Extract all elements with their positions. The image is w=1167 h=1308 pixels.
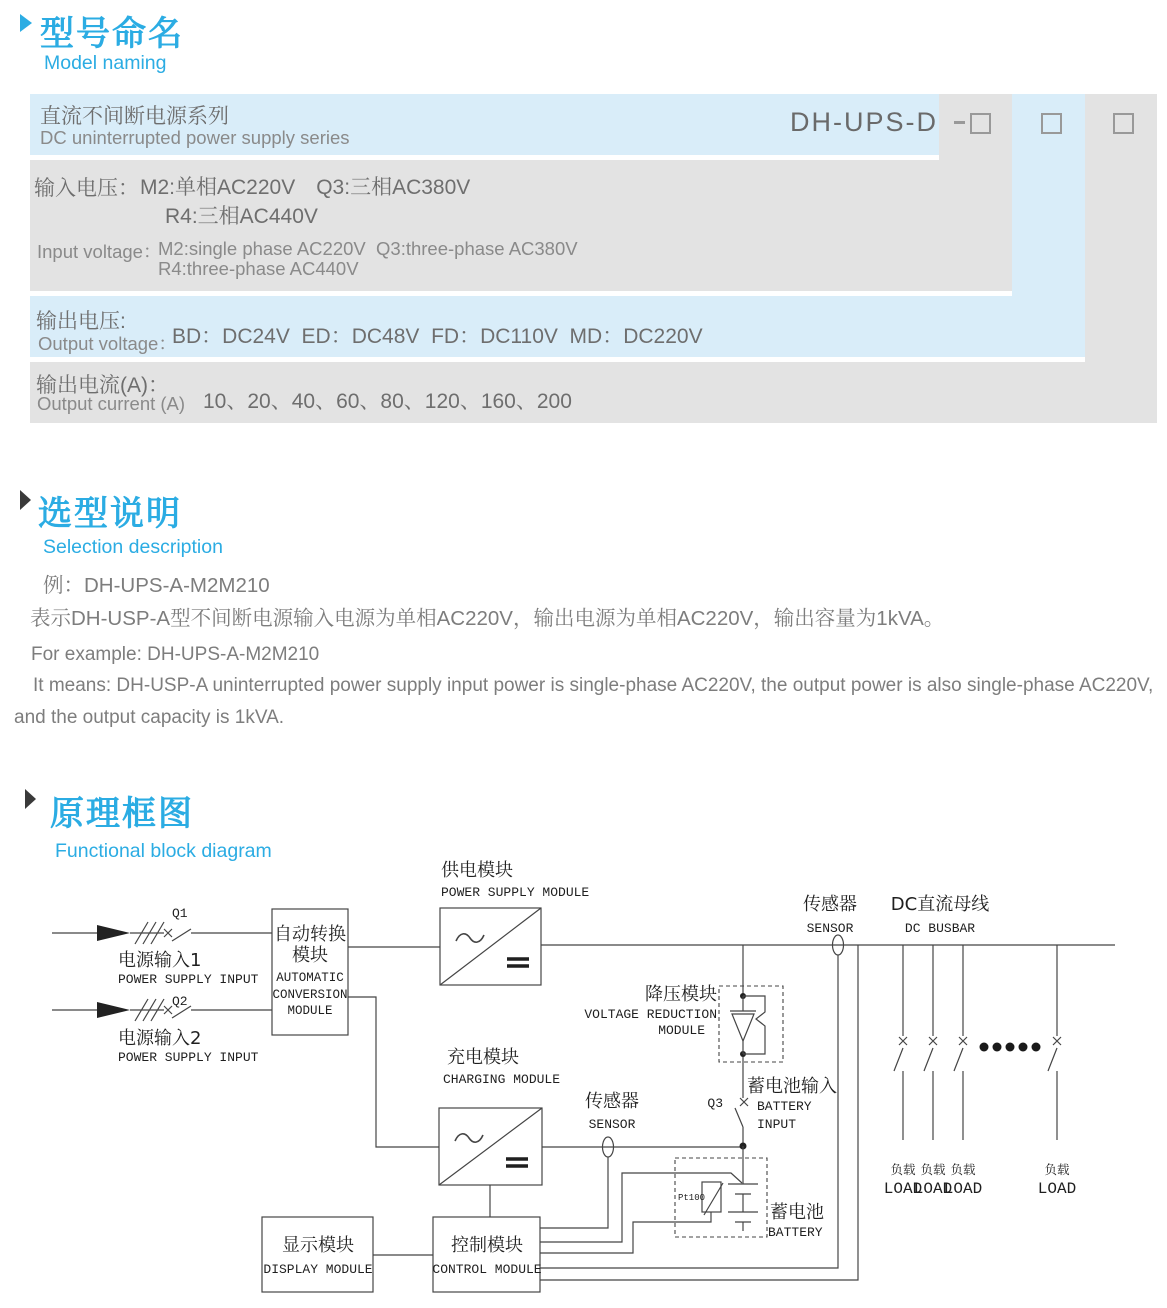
naming-row-output-current (30, 362, 1157, 423)
charging-sensor-label-en: SENSOR (588, 1117, 636, 1132)
output-current-label-en: Output current (A) (37, 393, 186, 414)
model-naming-title-en: Model naming (44, 52, 167, 74)
model-code: DH-UPS-D (790, 107, 938, 137)
input-voltage-options-zh-2: R4:三相AC440V (165, 205, 318, 228)
display-label-en: DISPLAY MODULE (263, 1262, 373, 1277)
battery-input-label-en2: INPUT (757, 1117, 797, 1132)
conversion-label-en3: MODULE (287, 1004, 333, 1018)
section-marker-icon (20, 14, 32, 32)
input2-label-en: POWER SUPPLY INPUT (118, 1050, 259, 1065)
psm-label-en: POWER SUPPLY MODULE (441, 885, 590, 900)
output-voltage-values: BD：DC24V ED：DC48V FD：DC110V MD：DC220V (172, 325, 703, 348)
charging-module (439, 1108, 542, 1185)
load-branch-4 (1038, 945, 1076, 1198)
output-current-label-zh: 输出电流(A)： (36, 374, 169, 397)
placeholder-stripe-3 (1085, 94, 1157, 423)
power-input-1 (52, 922, 272, 944)
bus-sensor-label-en: SENSOR (806, 921, 854, 936)
input1-label-zh: 电源输入1 (118, 950, 202, 971)
load-branch-2 (914, 945, 952, 1198)
pt100-label: Pt100 (678, 1193, 706, 1203)
selection-title-en: Selection description (43, 536, 223, 558)
diagram-title-zh: 原理框图 (50, 795, 194, 833)
breaker-q2-label: Q2 (172, 994, 188, 1009)
load-label-en: LOAD (943, 1180, 983, 1198)
conversion-label-en2: CONVERSION (272, 988, 348, 1002)
input-voltage-options-zh: M2:单相AC220V Q3:三相AC380V (140, 176, 471, 199)
input-voltage-options-en: M2:single phase AC220V Q3:three-phase AC380V (158, 238, 578, 259)
load-label-en: LOAD (913, 1180, 953, 1198)
arrow-icon (97, 1002, 130, 1018)
display-module (262, 1217, 433, 1292)
battery-label-en: BATTERY (768, 1225, 823, 1240)
power-supply-module (440, 908, 541, 985)
display-label-zh: 显示模块 (282, 1235, 354, 1256)
input-voltage-label-en: Input voltage： (37, 241, 162, 262)
battery-breaker-q3 (735, 1098, 748, 1146)
load-label-en: LOAD (1037, 1180, 1077, 1198)
output-current-values: 10、20、40、60、80、120、160、200 (203, 390, 572, 413)
series-name-en: DC uninterrupted power supply series (40, 127, 350, 148)
charging-label-zh: 充电模块 (447, 1047, 519, 1068)
load-label-zh: 负载 (950, 1162, 976, 1177)
breaker-cross-icon (740, 1098, 748, 1106)
input2-label-zh: 电源输入2 (118, 1028, 202, 1049)
battery-input-label-zh: 蓄电池输入 (747, 1076, 837, 1097)
breaker-cross-icon (164, 1006, 172, 1014)
selection-title-zh: 选型说明 (38, 495, 182, 533)
placeholder-dash (954, 121, 965, 124)
charging-sensor-label-zh: 传感器 (585, 1091, 639, 1112)
load-label-en: LOAD (883, 1180, 923, 1198)
load-branch-3 (944, 945, 982, 1198)
input-voltage-options-en-2: R4:three-phase AC440V (158, 258, 359, 279)
load-ellipsis-dots (980, 1043, 1041, 1052)
psm-label-zh: 供电模块 (441, 860, 513, 881)
breaker-q1-label: Q1 (172, 906, 188, 921)
dc-equals-icon (507, 959, 529, 966)
input1-label-en: POWER SUPPLY INPUT (118, 972, 259, 987)
load-branch-1 (884, 945, 922, 1198)
conversion-label-zh1: 自动转换 (274, 924, 346, 945)
vrm-label-en2: MODULE (658, 1023, 705, 1038)
selection-meaning-en: It means: DH-USP-A uninterrupted power supply input power is single-phase AC220V, the output power is also single-phase AC220V, (33, 675, 1154, 696)
ac-wave-icon (455, 1134, 483, 1142)
breaker-cross-icon (164, 929, 172, 937)
ac-wave-icon (456, 934, 484, 942)
section-marker-icon (20, 490, 31, 510)
model-naming-title-zh: 型号命名 (40, 15, 184, 53)
control-label-en: CONTROL MODULE (432, 1262, 542, 1277)
battery-input-label-en1: BATTERY (757, 1099, 812, 1114)
input-voltage-label-zh: 输入电压： (34, 177, 139, 200)
breaker-q3-label: Q3 (707, 1096, 723, 1111)
selection-example-en: For example: DH-UPS-A-M2M210 (31, 644, 320, 665)
busbar-label-en: DC BUSBAR (904, 921, 976, 936)
selection-meaning-en-2: and the output capacity is 1kVA. (14, 707, 285, 728)
vrm-label-en1: VOLTAGE REDUCTION (584, 1007, 717, 1022)
selection-example-zh: 例：DH-UPS-A-M2M210 (43, 574, 270, 597)
power-input-2 (52, 999, 272, 1021)
battery-cells-icon (728, 1184, 758, 1231)
output-voltage-label-zh: 输出电压: (36, 310, 126, 333)
load-label-zh: 负载 (1044, 1162, 1070, 1177)
bus-sensor-label-zh: 传感器 (803, 894, 857, 915)
conversion-label-en1: AUTOMATIC (276, 971, 344, 985)
battery-module (675, 1146, 767, 1237)
functional-block-diagram (0, 760, 1167, 1308)
control-module (432, 1185, 541, 1292)
wire-conv-to-charging (348, 997, 439, 1147)
automatic-conversion-module (272, 909, 348, 1035)
busbar-label-zh: DC直流母线 (890, 894, 990, 915)
output-voltage-label-en: Output voltage： (38, 333, 177, 354)
bypass-element-icon (743, 996, 765, 1054)
control-label-zh: 控制模块 (451, 1235, 523, 1256)
load-label-zh: 负载 (920, 1162, 946, 1177)
selection-meaning-zh: 表示DH-USP-A型不间断电源输入电源为单相AC220V，输出电源为单相AC220V，输出容量为1kVA。 (30, 607, 945, 630)
battery-label-zh: 蓄电池 (770, 1202, 824, 1223)
load-label-zh: 负载 (890, 1162, 916, 1177)
vrm-label-zh: 降压模块 (645, 984, 717, 1005)
diode-icon (732, 1014, 754, 1041)
dc-equals-icon (506, 1159, 528, 1166)
diagram-title-en: Functional block diagram (55, 840, 272, 862)
arrow-icon (97, 925, 130, 941)
placeholder-box-1 (970, 113, 991, 134)
placeholder-box-2 (1041, 113, 1062, 134)
charging-label-en: CHARGING MODULE (443, 1072, 561, 1087)
placeholder-box-3 (1113, 113, 1134, 134)
conversion-label-zh2: 模块 (292, 945, 328, 966)
series-name-zh: 直流不间断电源系列 (40, 105, 229, 128)
